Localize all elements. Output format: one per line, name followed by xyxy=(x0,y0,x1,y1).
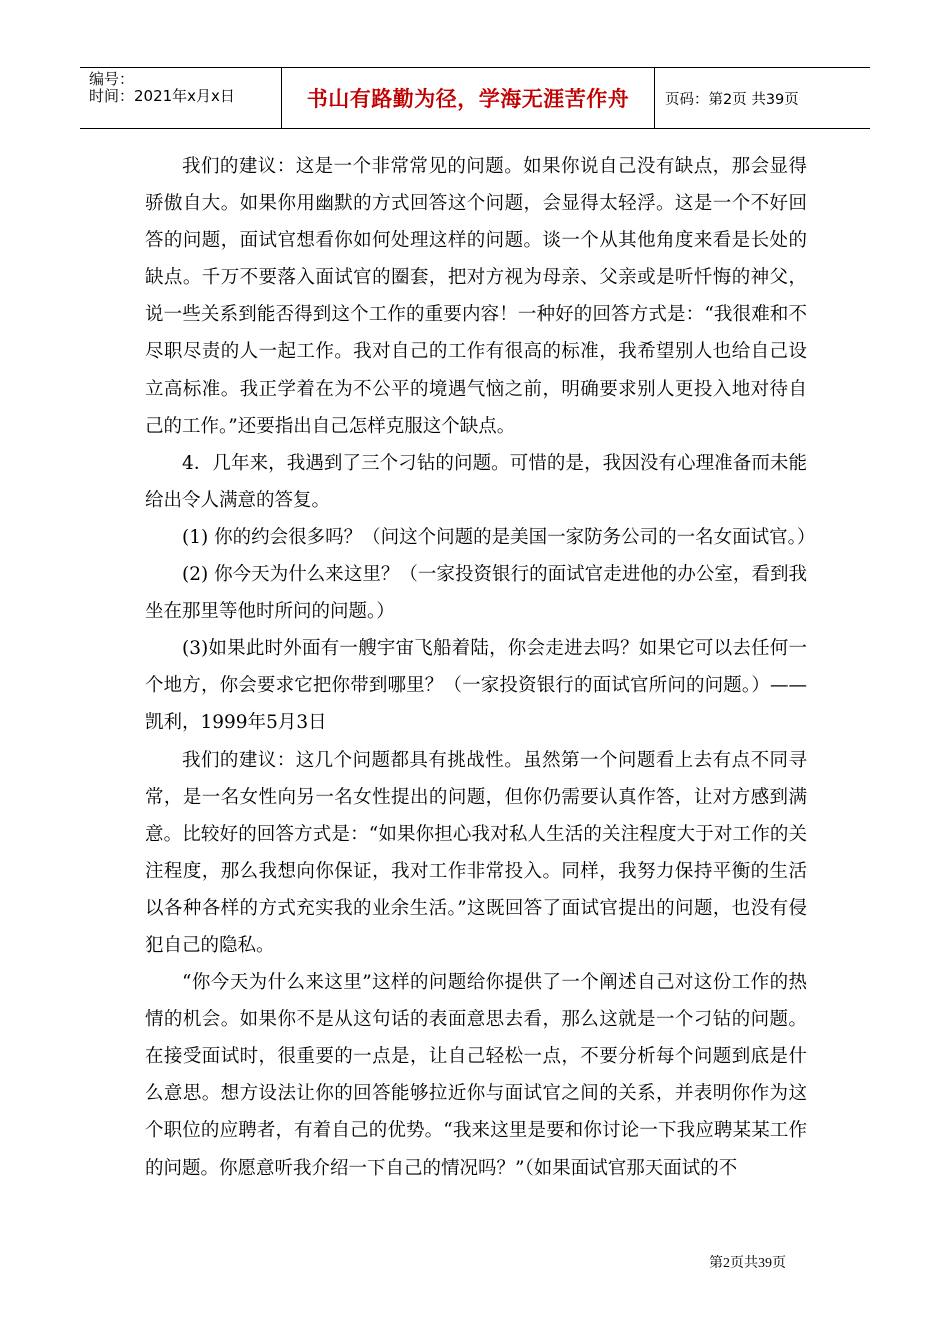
header-meta xyxy=(80,68,282,128)
paragraph: “你今天为什么来这里”这样的问题给你提供了一个阐述自己对这份工作的热情的机会。如果你不是从这句话的表面意思去看，那么这就是一个刁钻的问题。在接受面试时，很重要的一点是，让自己轻松一点，不要分析每个问题到底是什么意思。想方设法让你的回答能够拉近你与面试官之间的关系，并表明你作为这个职位的应聘者，有着自己的优势。“我来这里是要和你讨论一下我应聘某某工作的问题。你愿意听我介绍一下自己的情况吗？”（如果面试官那天面试的不 xyxy=(145,972,807,1179)
page-footer: 第2页共39页 xyxy=(709,1256,786,1271)
document-body xyxy=(145,148,816,1187)
paragraph: (3)如果此时外面有一艘宇宙飞船着陆，你会走进去吗？如果它可以去任何一个地方，你会要求它把你带到哪里？（一家投资银行的面试官所问的问题。）——凯利，1999年5月3日 xyxy=(145,638,807,734)
paragraph: 我们的建议：这是一个非常常见的问题。如果你说自己没有缺点，那会显得骄傲自大。如果你用幽默的方式回答这个问题，会显得太轻浮。这是一个不好回答的问题，面试官想看你如何处理这样的问题。谈一个从其他角度来看是长处的缺点。千万不要落入面试官的圈套，把对方视为母亲、父亲或是听忏悔的神父，说一些关系到能否得到这个工作的重要内容！一种好的回答方式是：“我很难和不尽职尽责的人一起工作。我对自己的工作有很高的标准，我希望别人也给自己设立高标准。我正学着在为不公平的境遇气恼之前，明确要求别人更投入地对待自己的工作。”还要指出自己怎样克服这个缺点。 xyxy=(145,156,807,437)
paragraph: (2) 你今天为什么来这里？（一家投资银行的面试官走进他的办公室，看到我坐在那里等他时所问的问题。） xyxy=(145,564,807,623)
header-page-info: 页码：第2页 共39页 xyxy=(665,91,799,108)
number-label: 编号： xyxy=(89,70,135,88)
page-header xyxy=(80,67,870,129)
time-label: 时间：2021年x月x日 xyxy=(89,87,235,105)
header-motto: 书山有路勤为径，学海无涯苦作舟 xyxy=(282,68,655,128)
paragraph: 我们的建议：这几个问题都具有挑战性。虽然第一个问题看上去有点不同寻常，是一名女性向另一名女性提出的问题，但你仍需要认真作答，让对方感到满意。比较好的回答方式是：“如果你担心我对私人生活的关注程度大于对工作的关注程度，那么我想向你保证，我对工作非常投入。同样，我努力保持平衡的生活以各种各样的方式充实我的业余生活。”这既回答了面试官提出的问题，也没有侵犯自己的隐私。 xyxy=(145,749,807,956)
paragraph: 4．几年来，我遇到了三个刁钻的问题。可惜的是，我因没有心理准备而未能给出令人满意的答复。 xyxy=(145,452,807,511)
paragraph: (1) 你的约会很多吗？（问这个问题的是美国一家防务公司的一名女面试官。） xyxy=(182,526,816,548)
